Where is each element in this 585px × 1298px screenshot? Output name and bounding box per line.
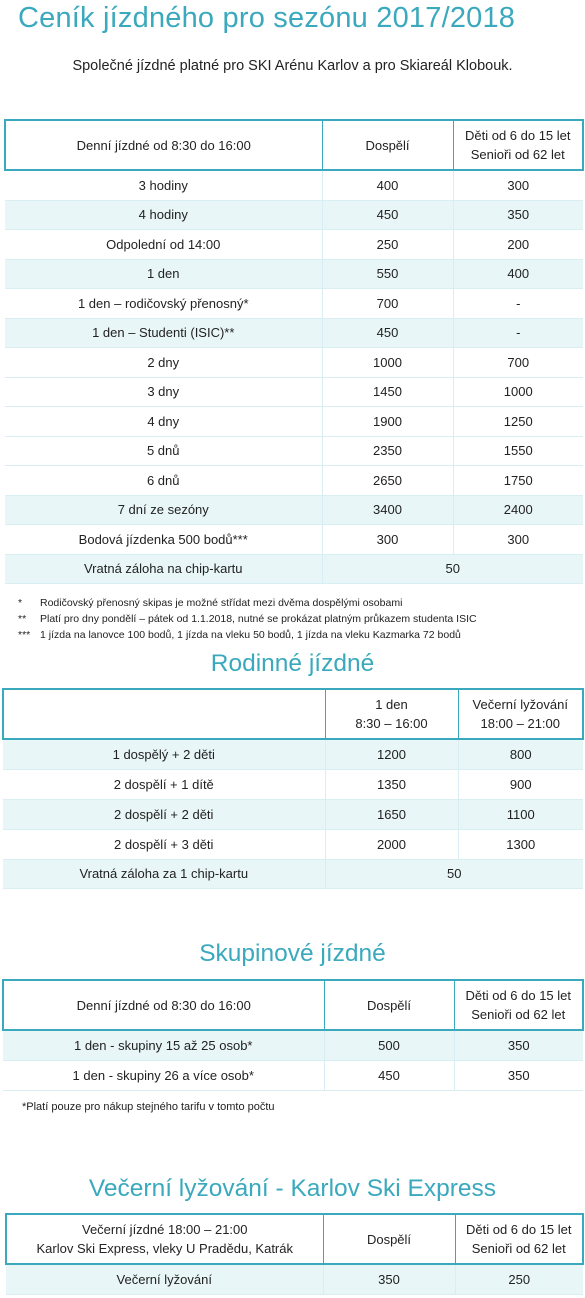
row-adult: 2650 [322,465,453,495]
row-child: 1000 [453,377,583,406]
header-cell [455,1214,583,1264]
row-label: 1 dospělý + 2 děti [3,739,325,769]
header-cell: Denní jízdné od 8:30 do 16:00 [3,980,324,1030]
deposit-row [3,859,583,888]
row-label: 2 dospělí + 1 dítě [3,769,325,799]
group-section-title: Skupinové jízdné [199,940,386,967]
table-header-row [3,689,583,739]
row-adult: 1450 [322,377,453,406]
header-cell: Dospělí [322,120,453,170]
row-child: 350 [453,200,583,229]
table-row [5,288,583,318]
table-row [3,799,583,829]
row-child: 700 [453,347,583,377]
row-evening: 900 [458,769,583,799]
header-cell [325,689,458,739]
header-line: Senioři od 62 let [470,147,565,162]
table-row [5,170,583,200]
header-cell [454,980,583,1030]
header-cell: Dospělí [324,980,454,1030]
page-subtitle: Společné jízdné platné pro SKI Arénu Karlov a pro Skiareál Klobouk. [72,58,513,74]
row-label: 3 hodiny [5,170,322,200]
row-adult: 250 [322,229,453,259]
row-child: 2400 [453,495,583,524]
table-row [5,318,583,347]
header-cell: Dospělí [323,1214,455,1264]
row-label: 2 dospělí + 2 děti [3,799,325,829]
row-label: 1 den – rodičovský přenosný* [5,288,322,318]
deposit-value: 50 [325,859,583,888]
row-label: 1 den [5,259,322,288]
row-day: 1350 [325,769,458,799]
row-label: 4 dny [5,406,322,436]
deposit-label: Vratná záloha za 1 chip-kartu [3,859,325,888]
row-label: 5 dnů [5,436,322,465]
header-line: 8:30 – 16:00 [355,716,428,731]
row-label: Večerní lyžování [6,1264,323,1294]
table-header-row [3,980,583,1030]
table-row [5,495,583,524]
evening-price-table [5,1213,584,1295]
row-label: 2 dny [5,347,322,377]
table-row [5,465,583,495]
row-adult: 2350 [322,436,453,465]
footnote-mark: * [18,597,23,609]
row-adult: 700 [322,288,453,318]
row-label: 6 dnů [5,465,322,495]
header-cell: Denní jízdné od 8:30 do 16:00 [5,120,322,170]
group-footnote: *Platí pouze pro nákup stejného tarifu v tomto počtu [22,1101,275,1113]
row-adult: 400 [322,170,453,200]
footnotes [18,595,477,643]
row-adult: 550 [322,259,453,288]
header-cell [458,689,583,739]
table-row [3,739,583,769]
group-price-table [2,979,584,1091]
row-day: 1650 [325,799,458,829]
row-adult: 450 [322,318,453,347]
deposit-value: 50 [322,554,583,583]
header-line: Děti od 6 do 15 let [465,1222,572,1237]
row-adult: 350 [323,1264,455,1294]
main-price-table [4,119,584,584]
table-row [5,436,583,465]
row-child: 300 [453,170,583,200]
table-header-row [5,120,583,170]
footnote-text: Platí pro dny pondělí – pátek od 1.1.2018, nutné se prokázat platným průkazem studenta ISIC [40,613,477,625]
row-adult: 450 [324,1060,454,1090]
header-cell [453,120,583,170]
table-row [5,524,583,554]
footnote [18,595,477,611]
deposit-label: Vratná záloha na chip-kartu [5,554,322,583]
row-child: - [453,288,583,318]
row-child: 250 [455,1264,583,1294]
table-row [3,829,583,859]
row-child: 350 [454,1030,583,1060]
row-label: Bodová jízdenka 500 bodů*** [5,524,322,554]
footnote-text: Rodičovský přenosný skipas je možné střídat mezi dvěma dospělými osobami [40,597,403,609]
row-child: 350 [454,1060,583,1090]
table-row [5,377,583,406]
header-line: Večerní jízdné 18:00 – 21:00 [81,1222,248,1237]
row-label: 1 den - skupiny 26 a více osob* [3,1060,324,1090]
row-label: 3 dny [5,377,322,406]
footnote [18,627,477,643]
header-line: Senioři od 62 let [471,1241,566,1256]
header-line: 1 den [375,697,408,712]
row-day: 2000 [325,829,458,859]
row-child: 400 [453,259,583,288]
row-day: 1200 [325,739,458,769]
header-cell [3,689,325,739]
header-cell [6,1214,323,1264]
row-label: 1 den - skupiny 15 až 25 osob* [3,1030,324,1060]
row-label: Odpolední od 14:00 [5,229,322,259]
family-section-title: Rodinné jízdné [210,650,375,677]
row-adult: 1900 [322,406,453,436]
footnote-text: 1 jízda na lanovce 100 bodů, 1 jízda na vleku 50 bodů, 1 jízda na vleku Kazmarka 72 bodů [40,629,461,641]
row-child: 200 [453,229,583,259]
table-row [5,229,583,259]
table-row [5,406,583,436]
row-adult: 300 [322,524,453,554]
header-line: Večerní lyžování [472,697,568,712]
row-label: 1 den – Studenti (ISIC)** [5,318,322,347]
deposit-row [5,554,583,583]
row-label: 2 dospělí + 3 děti [3,829,325,859]
table-header-row [6,1214,583,1264]
row-label: 7 dní ze sezóny [5,495,322,524]
row-child: - [453,318,583,347]
row-label: 4 hodiny [5,200,322,229]
footnote-mark: ** [18,613,27,625]
row-adult: 450 [322,200,453,229]
family-price-table [2,688,584,889]
header-line: Senioři od 62 let [471,1007,566,1022]
row-evening: 800 [458,739,583,769]
table-row [5,347,583,377]
row-adult: 1000 [322,347,453,377]
row-evening: 1300 [458,829,583,859]
row-evening: 1100 [458,799,583,829]
row-child: 1250 [453,406,583,436]
row-child: 1550 [453,436,583,465]
table-row [3,1030,583,1060]
row-adult: 3400 [322,495,453,524]
header-line: Karlov Ski Express, vleky U Pradědu, Katrák [36,1241,293,1256]
table-row [3,1060,583,1090]
page-title: Ceník jízdného pro sezónu 2017/2018 [18,2,516,34]
footnote [18,611,477,627]
table-row [6,1264,583,1294]
evening-section-title: Večerní lyžování - Karlov Ski Express [88,1175,497,1202]
row-adult: 500 [324,1030,454,1060]
table-row [3,769,583,799]
footnote-mark: *** [18,629,31,641]
header-line: Děti od 6 do 15 let [464,128,571,143]
header-line: 18:00 – 21:00 [480,716,561,731]
table-row [5,259,583,288]
table-row [5,200,583,229]
row-child: 1750 [453,465,583,495]
row-child: 300 [453,524,583,554]
header-line: Děti od 6 do 15 let [465,988,572,1003]
